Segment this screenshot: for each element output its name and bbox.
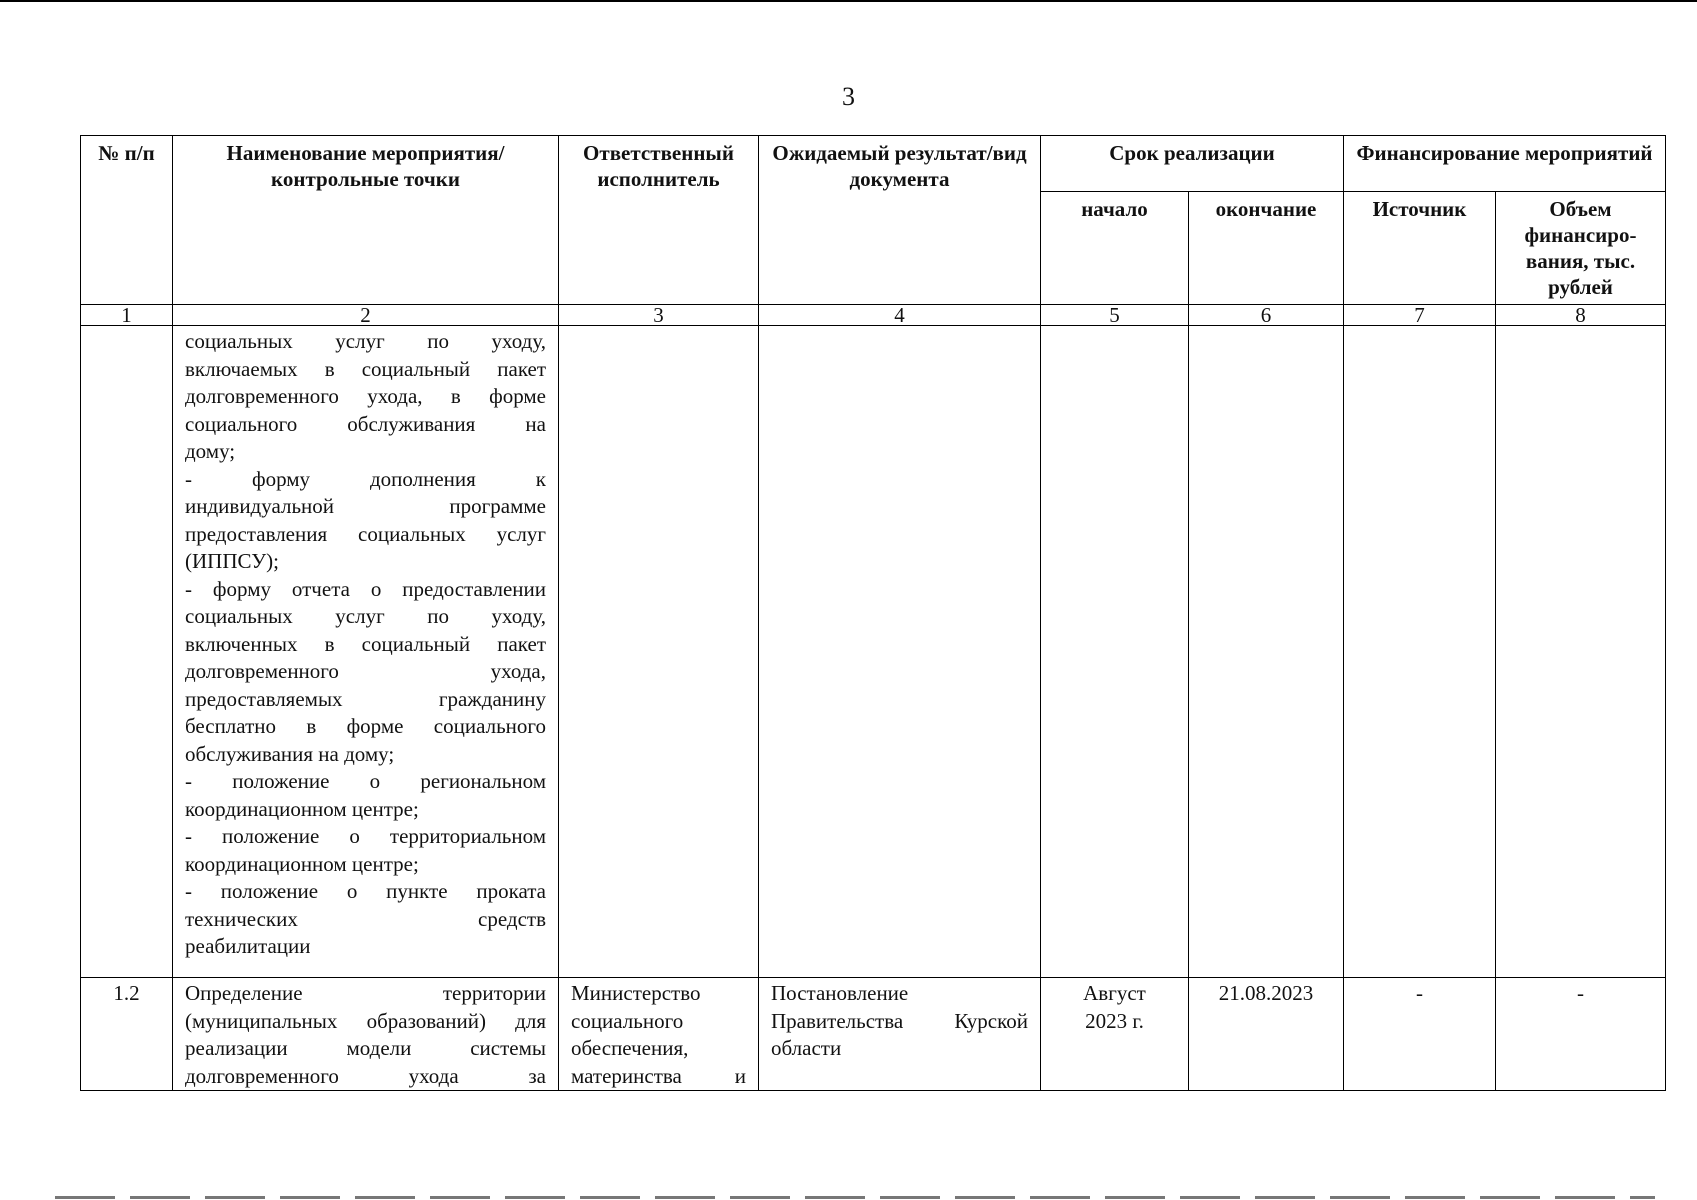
text-line: включаемых в социальный пакет <box>185 356 546 381</box>
cell-source: - <box>1344 978 1496 1091</box>
cell-activity-name-continued <box>173 326 559 978</box>
text-line: реализации модели системы <box>185 1036 546 1060</box>
header-executor: Ответственный исполнитель <box>559 136 759 305</box>
column-number: 2 <box>173 305 559 326</box>
page-number: 3 <box>842 82 855 111</box>
text-line: социального <box>571 1008 684 1033</box>
cell-activity-name <box>173 978 559 1091</box>
text-line: социальных услуг по уходу, <box>185 604 546 628</box>
cell-source-empty <box>1344 326 1496 978</box>
column-number: 8 <box>1496 305 1666 326</box>
text-line: долговременного ухода за <box>185 1063 546 1088</box>
text-line: Определение территории <box>185 981 546 1005</box>
text-line: Правительства Курской <box>771 1008 1028 1033</box>
text-line: долговременного ухода, в форме <box>185 384 546 408</box>
table-row-1-2 <box>81 978 1666 1091</box>
text-line: координационном центре; <box>185 851 419 876</box>
text-line: обеспечения, <box>571 1036 689 1060</box>
header-end: окончание <box>1189 192 1344 305</box>
activities-table <box>80 135 1666 1091</box>
text-line: материнства и <box>571 1063 746 1088</box>
header-implementation-period: Срок реализации <box>1041 136 1344 192</box>
text-line: - форму дополнения к <box>185 466 546 491</box>
scan-top-edge <box>0 0 1697 2</box>
cell-end: 21.08.2023 <box>1189 978 1344 1091</box>
column-number: 3 <box>559 305 759 326</box>
column-number: 4 <box>759 305 1041 326</box>
text-line: Постановление <box>771 981 909 1005</box>
cell-start-empty <box>1041 326 1189 978</box>
text-line: индивидуальной программе <box>185 494 546 518</box>
text-line: социальных услуг по уходу, <box>185 329 546 353</box>
text-line: - положение о территориальном <box>185 824 546 848</box>
text-line: координационном центре; <box>185 796 419 821</box>
text-line: долговременного ухода, <box>185 659 546 683</box>
cell-executor <box>559 978 759 1091</box>
header-number: № п/п <box>81 136 173 305</box>
cell-start: Август 2023 г. <box>1041 978 1189 1091</box>
text-line: (муниципальных образований) для <box>185 1008 546 1033</box>
header-expected-result: Ожидаемый результат/вид документа <box>759 136 1041 305</box>
column-number: 1 <box>81 305 173 326</box>
cell-executor-empty <box>559 326 759 978</box>
column-number: 6 <box>1189 305 1344 326</box>
header-volume: Объем финансиро-вания, тыс. рублей <box>1496 192 1666 305</box>
text-line: обслуживания на дому; <box>185 741 395 766</box>
cell-volume: - <box>1496 978 1666 1091</box>
cell-number: 1.2 <box>81 978 173 1091</box>
text-line: реабилитации <box>185 934 311 958</box>
cell-expected-result <box>759 978 1041 1091</box>
column-number: 7 <box>1344 305 1496 326</box>
header-financing: Финансирование мероприятий <box>1344 136 1666 192</box>
text-line: - положение о региональном <box>185 769 546 793</box>
text-line: социального обслуживания на <box>185 411 546 436</box>
text-line: Министерство <box>571 981 701 1005</box>
header-start: начало <box>1041 192 1189 305</box>
text-line: области <box>771 1036 842 1060</box>
scan-bottom-edge <box>55 1196 1655 1199</box>
text-line: - положение о пункте проката <box>185 879 546 903</box>
text-line: технических средств <box>185 906 546 931</box>
text-line: дому; <box>185 439 236 463</box>
column-number-row <box>81 305 1666 326</box>
cell-end-empty <box>1189 326 1344 978</box>
cell-result-empty <box>759 326 1041 978</box>
text-line: - форму отчета о предоставлении <box>185 576 546 601</box>
cell-volume-empty <box>1496 326 1666 978</box>
table-row-continued <box>81 326 1666 978</box>
cell-number-empty <box>81 326 173 978</box>
header-source: Источник <box>1344 192 1496 305</box>
column-number: 5 <box>1041 305 1189 326</box>
text-line: предоставляемых гражданину <box>185 686 546 711</box>
text-line: предоставления социальных услуг <box>185 521 546 546</box>
text-line: (ИППСУ); <box>185 549 279 573</box>
text-line: бесплатно в форме социального <box>185 714 546 738</box>
text-line: включенных в социальный пакет <box>185 631 546 656</box>
header-activity-name: Наименование мероприятия/ контрольные точки <box>173 136 559 305</box>
